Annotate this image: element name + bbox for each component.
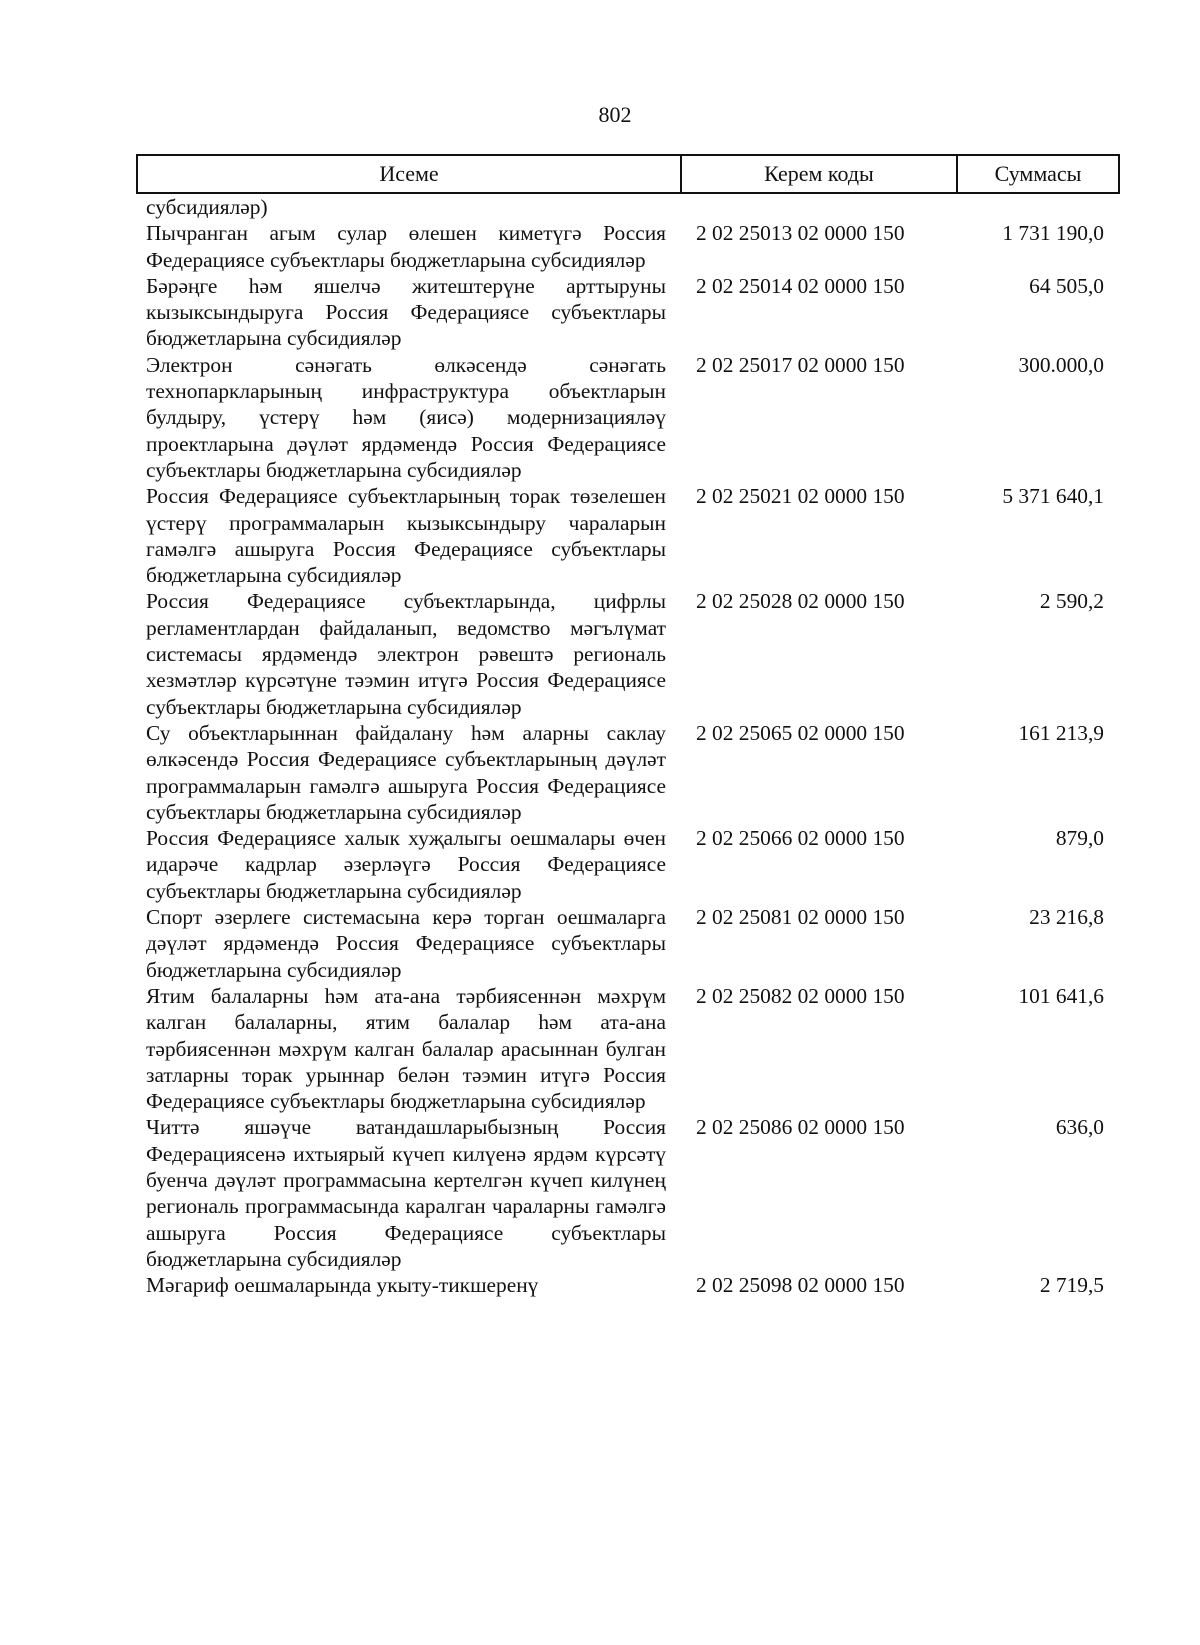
table-row	[146, 904, 1120, 983]
header-name: Исеме	[138, 156, 682, 192]
row-name: Пычранган агым сулар өлешен киметүгә Россия Федерациясе субъектлары бюджетларына субсидияләр	[146, 221, 666, 272]
row-name: Ятим балаларны һәм ата-ана тәрбиясеннән мәхрүм калган балаларны, ятим балалар һәм ата-ана тәрбиясеннән мәхрүм калган балалар арасыннан булган затларны торак урыннар белән тәэмин итүгә Россия Федерациясе субъектлары бюджетларына субсидияләр	[146, 983, 666, 1114]
table-row	[146, 588, 1120, 719]
row-sum: 64 505,0	[1029, 273, 1104, 298]
table-body	[146, 194, 1120, 1298]
row-sum: 1 731 190,0	[1002, 221, 1104, 246]
row-sum	[940, 194, 1104, 220]
row-name: Россия Федерациясе халык хуҗалыгы оешмалары өчен идарәче кадрлар әзерләүгә Россия Федерациясе субъектлары бюджетларына субсидияләр	[146, 826, 666, 903]
row-name: субсидияләр)	[146, 195, 268, 219]
row-code: 2 02 25065 02 0000 150	[696, 720, 905, 745]
row-sum: 879,0	[1055, 826, 1104, 851]
table-row	[146, 825, 1120, 904]
row-sum: 636,0	[1055, 1115, 1104, 1140]
row-name: Россия Федерациясе субъектларының торак төзелешен үстерү программаларын кызыксындыру чараларын гамәлгә ашыруга Россия Федерациясе субъектлары бюджетларына субсидияләр	[146, 484, 666, 588]
row-code: 2 02 25021 02 0000 150	[696, 484, 905, 509]
row-code: 2 02 25028 02 0000 150	[696, 589, 905, 614]
table-row	[146, 1114, 1120, 1272]
row-sum: 5 371 640,1	[1002, 484, 1104, 509]
table-row	[146, 483, 1120, 588]
table-row	[146, 273, 1120, 352]
header-code: Керем коды	[682, 156, 958, 192]
row-code: 2 02 25066 02 0000 150	[696, 826, 905, 851]
row-code: 2 02 25017 02 0000 150	[696, 352, 905, 377]
table-row	[146, 720, 1120, 825]
table-row	[146, 983, 1120, 1114]
row-code: 2 02 25098 02 0000 150	[696, 1273, 905, 1298]
row-code	[666, 194, 940, 220]
row-code: 2 02 25081 02 0000 150	[696, 905, 905, 930]
page-number: 802	[598, 102, 632, 127]
row-sum: 2 590,2	[1039, 589, 1104, 614]
row-sum: 23 216,8	[1029, 905, 1104, 930]
row-sum: 300.000,0	[1018, 352, 1104, 377]
row-name: Россия Федерациясе субъектларында, цифрлы регламентлардан файдаланып, ведомство мәгълүмат системасы ярдәмендә электрон рәвештә региональ хезмәтләр күрсәтүне тәэмин итүгә Россия Федерациясе субъектлары бюджетларына субсидияләр	[146, 589, 666, 719]
table-row	[146, 220, 1120, 273]
table-header	[136, 154, 1120, 194]
row-code: 2 02 25082 02 0000 150	[696, 983, 905, 1008]
row-sum: 161 213,9	[1018, 720, 1104, 745]
table-row	[146, 352, 1120, 483]
row-name: Су объектларыннан файдалану һәм аларны саклау өлкәсендә Россия Федерациясе субъектларының дәүләт программаларын гамәлгә ашыруга Россия Федерациясе субъектлары бюджетларына субсидияләр	[146, 720, 666, 824]
row-code: 2 02 25014 02 0000 150	[696, 273, 905, 298]
table-row	[146, 194, 1120, 220]
row-sum: 101 641,6	[1018, 983, 1104, 1008]
row-name: Бәрәңге һәм яшелчә житештерүне арттыруны кызыксындыруга Россия Федерациясе субъектлары бюджетларына субсидияләр	[146, 273, 666, 351]
row-name: Электрон сәнәгать өлкәсендә сәнәгать технопаркларының инфраструктура объектларын булдыру, үстерү һәм (яисә) модернизацияләү проектларына дәүләт ярдәмендә Россия Федерациясе субъектлары бюджетларына субсидияләр	[146, 352, 666, 482]
row-name: Спорт әзерлеге системасына керә торган оешмаларга дәүләт ярдәмендә Россия Федерациясе субъектлары бюджетларына субсидияләр	[146, 905, 666, 982]
row-name: Читтә яшәүче ватандашларыбызның Россия Федерациясенә ихтыярый күчеп килүенә ярдәм күрсәтү буенча дәүләт программасына кертелгән күчеп килүнең региональ программасында каралган чараларны гамәлгә ашыруга Россия Федерациясе субъектлары бюджетларына субсидияләр	[146, 1115, 666, 1271]
row-name: Мәгариф оешмаларында укыту-тикшеренү	[146, 1273, 539, 1298]
row-code: 2 02 25086 02 0000 150	[696, 1115, 905, 1140]
row-sum: 2 719,5	[1039, 1273, 1104, 1298]
table-row	[146, 1272, 1120, 1298]
row-code: 2 02 25013 02 0000 150	[696, 221, 905, 246]
header-sum: Суммасы	[994, 161, 1082, 186]
